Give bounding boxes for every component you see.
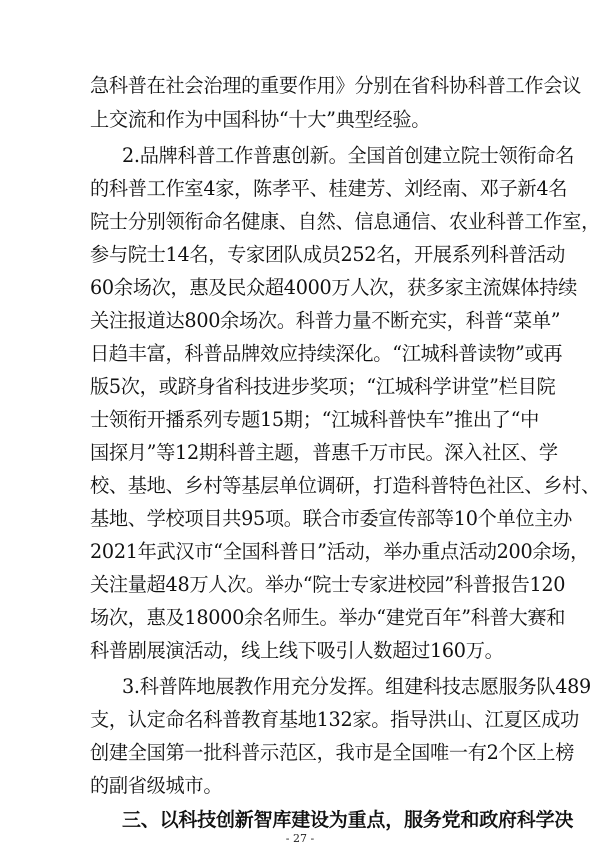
- text-line: 关注量超48万人次。举办“院士专家进校园”科普报告120: [90, 573, 566, 596]
- text-line: 60余场次，惠及民众超4000万人次，获多家主流媒体持续: [90, 276, 577, 299]
- text-line: 日趋丰富，科普品牌效应持续深化。“江城科普读物”或再: [90, 342, 563, 365]
- section-heading: 三、以科技创新智库建设为重点，服务党和政府科学决: [122, 809, 574, 831]
- text-line: 校、基地、乡村等基层单位调研，打造科普特色社区、乡村、: [90, 474, 600, 497]
- text-line: 国探月”等12期科普主题，普惠千万市民。深入社区、学: [90, 441, 558, 464]
- text-line: 创建全国第一批科普示范区，我市是全国唯一有2个区上榜: [90, 741, 575, 764]
- text-line: 院士分别领衔命名健康、自然、信息通信、农业科普工作室，: [90, 210, 600, 233]
- text-line: 的科普工作室4家，陈孝平、桂建芳、刘经南、邓子新4名: [90, 177, 568, 200]
- text-line: 科普剧展演活动，线上线下吸引人数超过160万。: [90, 639, 504, 662]
- text-line: 的副省级城市。: [90, 774, 223, 797]
- text-line: 参与院士14名，专家团队成员252名，开展系列科普活动: [90, 243, 566, 266]
- text-line: 版5次，或跻身省科技进步奖项；“江城科学讲堂”栏目院: [90, 375, 556, 398]
- text-line: 支，认定命名科普教育基地132家。指导洪山、江夏区成功: [90, 708, 580, 731]
- text-line: 士领衔开播系列专题15期；“江城科普快车”推出了“中: [90, 408, 539, 431]
- text-line: 基地、学校项目共95项。联合市委宣传部等10个单位主办: [90, 507, 573, 530]
- paragraph-3-start: 3.科普阵地展教作用充分发挥。组建科技志愿服务队489: [122, 675, 591, 698]
- text-line: 场次，惠及18000余名师生。举办“建党百年”科普大赛和: [90, 606, 566, 629]
- page-number: - 27 -: [285, 832, 315, 845]
- text-line: 上交流和作为中国科协“十大”典型经验。: [90, 108, 431, 131]
- text-line: 2021年武汉市“全国科普日”活动，举办重点活动200余场，: [90, 540, 590, 563]
- text-line: 关注报道达800余场次。科普力量不断充实，科普“菜单”: [90, 309, 561, 332]
- text-line: 急科普在社会治理的重要作用》分别在省科协科普工作会议: [90, 74, 582, 97]
- paragraph-2-start: 2.品牌科普工作普惠创新。全国首创建立院士领衔命名: [122, 144, 575, 167]
